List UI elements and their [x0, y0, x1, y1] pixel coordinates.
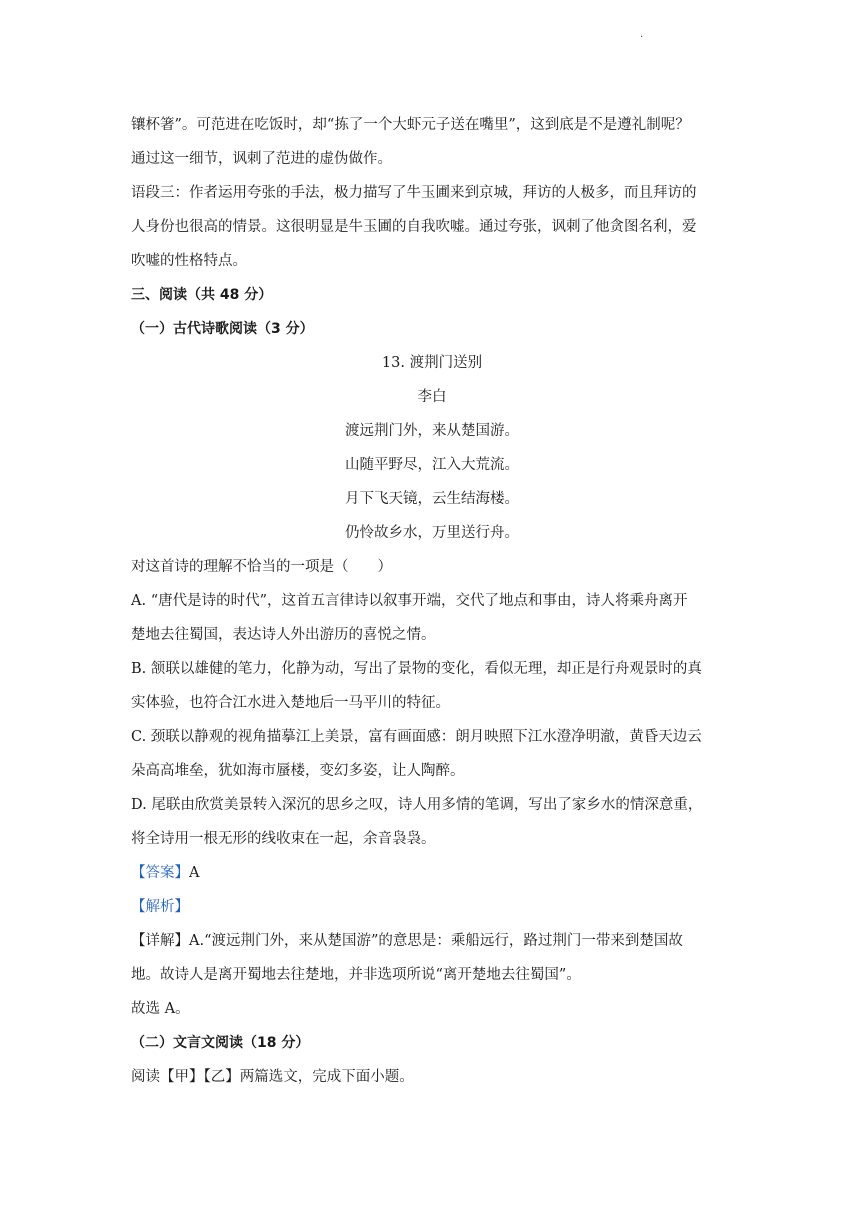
intro-line-1: 镶杯箸”。可范进在吃饭时，却“拣了一个大虾元子送在嘴里”，这到底是不是遵礼制呢？: [131, 117, 690, 133]
option-a-line-2: 楚地去往蜀国，表达诗人外出游历的喜悦之情。: [131, 627, 436, 643]
option-c-line-1: C. 颈联以静观的视角描摹江上美景，富有画面感：朗月映照下江水澄净明澈，黄昏天边云: [131, 729, 702, 745]
subsection-heading-classical: （二）文言文阅读（18 分）: [131, 1035, 310, 1051]
poem-line-2: 山随平野尽，江入大荒流。: [345, 457, 519, 473]
detail-line-2: 地。故诗人是离开蜀地去往楚地，并非选项所说“离开楚地去往蜀国”。: [131, 967, 581, 983]
answer-row: [131, 856, 733, 890]
poem-line-4: 仍怜故乡水，万里送行舟。: [345, 525, 519, 541]
intro-line-5: 吹嘘的性格特点。: [131, 253, 247, 269]
poem-author: 李白: [417, 389, 447, 405]
option-c-line-2: 朵高高堆垒，犹如海市蜃楼，变幻多姿，让人陶醉。: [131, 763, 465, 779]
poem-line-3: 月下飞天镜，云生结海楼。: [345, 491, 519, 507]
option-a-line-1: A. “唐代是诗的时代”，这首五言律诗以叙事开端，交代了地点和事由，诗人将乘舟离开: [131, 593, 688, 609]
poem-line-1: 渡远荆门外，来从楚国游。: [345, 423, 519, 439]
subsection-heading-poetry: （一）古代诗歌阅读（3 分）: [131, 321, 314, 337]
page-content: [131, 108, 733, 1094]
analysis-label: 【解析】: [131, 899, 189, 915]
option-b-line-2: 实体验，也符合江水进入楚地后一马平川的特征。: [131, 695, 450, 711]
header-mark: ·: [640, 32, 644, 43]
intro-line-4: 人身份也很高的情景。这很明显是牛玉圃的自我吹嘘。通过夸张，讽刺了他贪图名利，爱: [131, 219, 697, 235]
read-prompt: 阅读【甲】【乙】两篇选文，完成下面小题。: [131, 1069, 414, 1085]
detail-conclusion: 故选 A。: [131, 1001, 190, 1017]
intro-line-3: 语段三：作者运用夸张的手法，极力描写了牛玉圃来到京城，拜访的人极多，而且拜访的: [131, 185, 697, 201]
intro-line-2: 通过这一细节，讽刺了范进的虚伪做作。: [131, 151, 392, 167]
detail-label: 【详解】: [131, 933, 189, 949]
section-heading-reading: 三、阅读（共 48 分）: [131, 287, 273, 303]
answer-label: 【答案】: [131, 865, 189, 881]
option-d-line-2: 将全诗用一根无形的线收束在一起，余音袅袅。: [131, 831, 436, 847]
detail-row-1: [131, 924, 733, 958]
answer-value: A: [189, 865, 200, 881]
option-d-line-1: D. 尾联由欣赏美景转入深沉的思乡之叹，诗人用多情的笔调，写出了家乡水的情深意重，: [131, 797, 703, 813]
question-stem: 对这首诗的理解不恰当的一项是（ ）: [131, 559, 392, 575]
option-b-line-1: B. 颔联以雄健的笔力，化静为动，写出了景物的变化，看似无理，却正是行舟观景时的真: [131, 661, 702, 677]
detail-line-1: A.“渡远荆门外，来从楚国游”的意思是：乘船远行，路过荆门一带来到楚国故: [189, 933, 683, 949]
analysis-row: [131, 890, 733, 924]
poem-title: 13. 渡荆门送别: [381, 355, 483, 371]
